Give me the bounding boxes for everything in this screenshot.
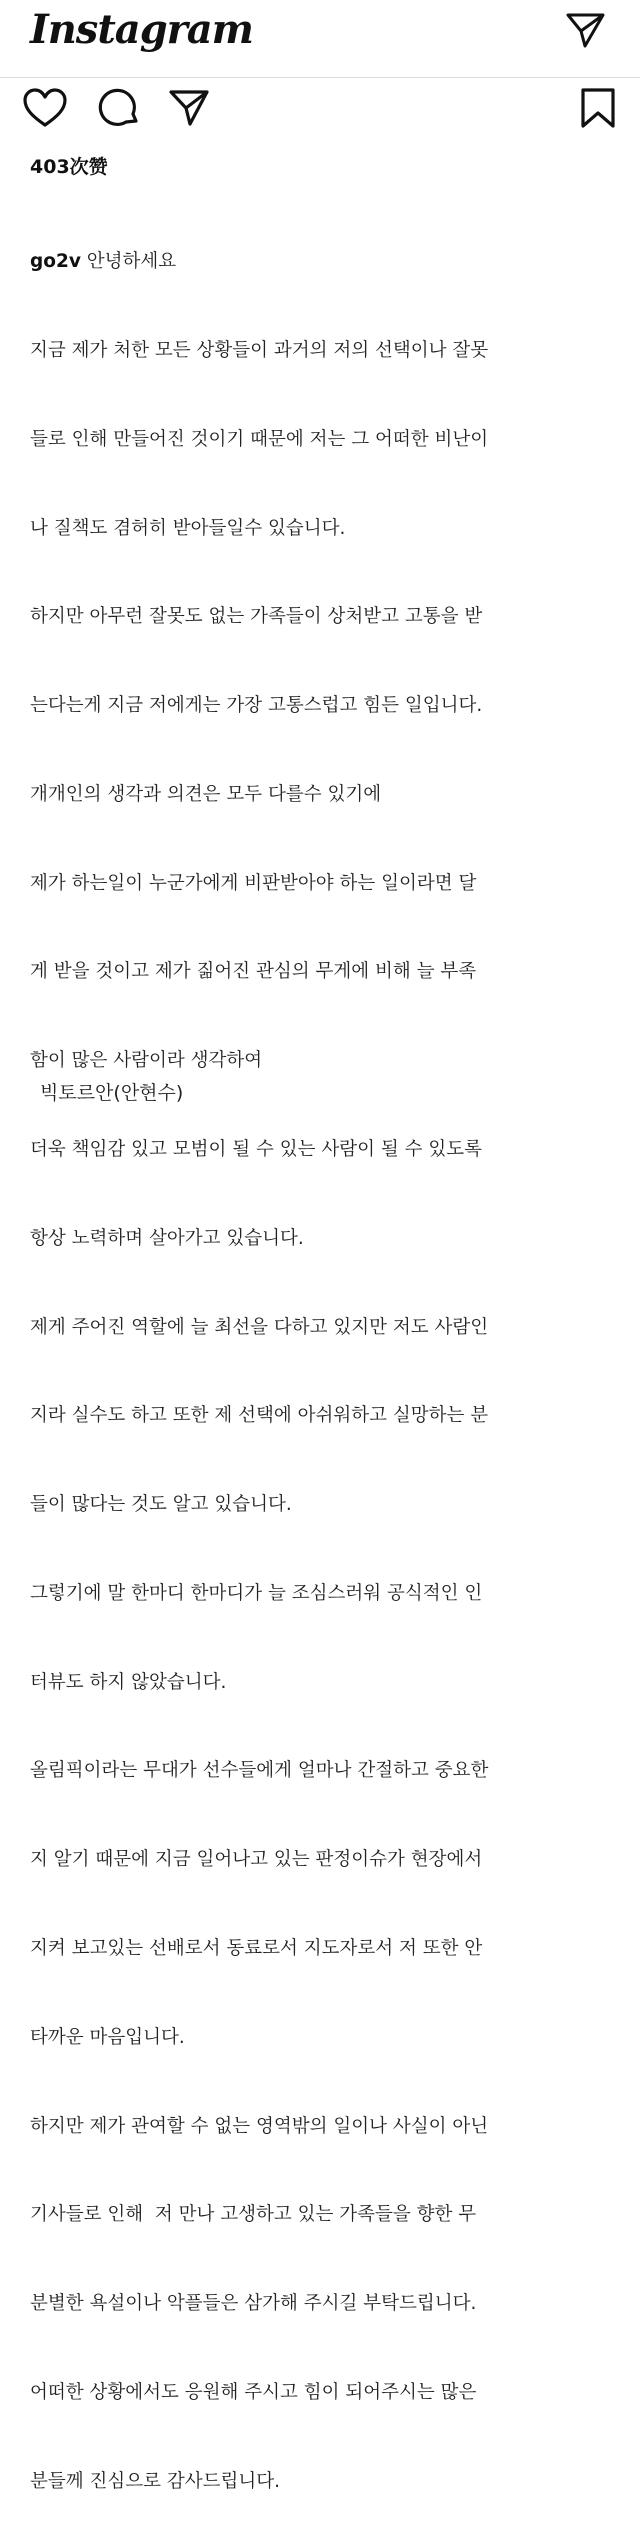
caption-line: 들이 많다는 것도 알고 있습니다. <box>30 1494 292 1516</box>
caption-line: 하지만 아무런 잘못도 없는 가족들이 상처받고 고통을 받 <box>30 606 483 628</box>
caption-line: 분들께 진심으로 감사드립니다. <box>30 2470 280 2492</box>
caption-line: 기사들로 인해 저 만나 고생하고 있는 가족들을 향한 무 <box>30 2204 477 2226</box>
caption-line: 함이 많은 사람이라 생각하여 <box>30 1050 263 1072</box>
caption-line: 분별한 욕설이나 악플들은 삼가해 주시길 부탁드립니다. <box>30 2293 477 2315</box>
paper-plane-icon <box>563 10 607 50</box>
caption-greeting: 안녕하세요 <box>86 251 177 273</box>
caption-line: 하지만 제가 관여할 수 없는 영역밖의 일이나 사실이 아닌 <box>30 2115 489 2137</box>
save-button[interactable] <box>575 86 621 132</box>
app-header <box>0 0 640 78</box>
caption-line: 게 받을 것이고 제가 짊어진 관심의 무게에 비해 늘 부족 <box>30 961 477 983</box>
instagram-logo[interactable]: Instagram <box>30 6 253 53</box>
caption-line: 더욱 책임감 있고 모범이 될 수 있는 사람이 될 수 있도록 <box>30 1139 482 1160</box>
post-signature: 빅토르안(안현수) <box>40 1082 184 1104</box>
caption-line: 는다는게 지금 저에게는 가장 고통스럽고 힘든 일입니다. <box>30 695 483 717</box>
caption-line: 지라 실수도 하고 또한 제 선택에 아쉬워하고 실망하는 분 <box>30 1405 489 1427</box>
caption-line: 지금 제가 처한 모든 상황들이 과거의 저의 선택이나 잘못 <box>30 339 489 361</box>
like-button[interactable] <box>22 86 68 132</box>
comment-button[interactable] <box>96 86 142 132</box>
caption-line: 나 질책도 겸허히 받아들일수 있습니다. <box>30 517 346 539</box>
post-caption <box>30 188 620 2526</box>
caption-line: 터뷰도 하지 않았습니다. <box>30 1671 227 1693</box>
direct-message-button[interactable] <box>563 10 607 50</box>
caption-line: 개개인의 생각과 의견은 모두 다를수 있기에 <box>30 783 382 805</box>
caption-line: 그렇기에 말 한마디 한마디가 늘 조심스러워 공식적인 인 <box>30 1582 483 1604</box>
caption-line: 어떠한 상황에서도 응원해 주시고 힘이 되어주시는 많은 <box>30 2381 477 2403</box>
like-count[interactable]: 403次赞 <box>30 156 108 178</box>
bookmark-icon <box>575 86 621 132</box>
caption-first-line <box>30 247 620 277</box>
caption-line: 지켜 보고있는 선배로서 동료로서 지도자로서 저 또한 안 <box>30 1938 483 1960</box>
post-actions <box>0 86 640 136</box>
caption-line: 들로 인해 만들어진 것이기 때문에 저는 그 어떠한 비난이 <box>30 428 489 450</box>
post-username[interactable]: go2v <box>30 251 81 273</box>
caption-line: 타까운 마음입니다. <box>30 2026 185 2048</box>
caption-line: 올림픽이라는 무대가 선수들에게 얼마나 간절하고 중요한 <box>30 1760 489 1782</box>
share-button[interactable] <box>166 86 212 132</box>
caption-line: 항상 노력하며 살아가고 있습니다. <box>30 1227 304 1249</box>
comment-icon <box>96 86 142 132</box>
heart-icon <box>22 86 68 132</box>
paper-plane-icon <box>166 86 212 132</box>
caption-line: 제게 주어진 역할에 늘 최선을 다하고 있지만 저도 사람인 <box>30 1316 489 1338</box>
caption-line: 제가 하는일이 누군가에게 비판받아야 하는 일이라면 달 <box>30 872 477 894</box>
caption-line: 지 알기 때문에 지금 일어나고 있는 판정이슈가 현장에서 <box>30 1849 483 1871</box>
